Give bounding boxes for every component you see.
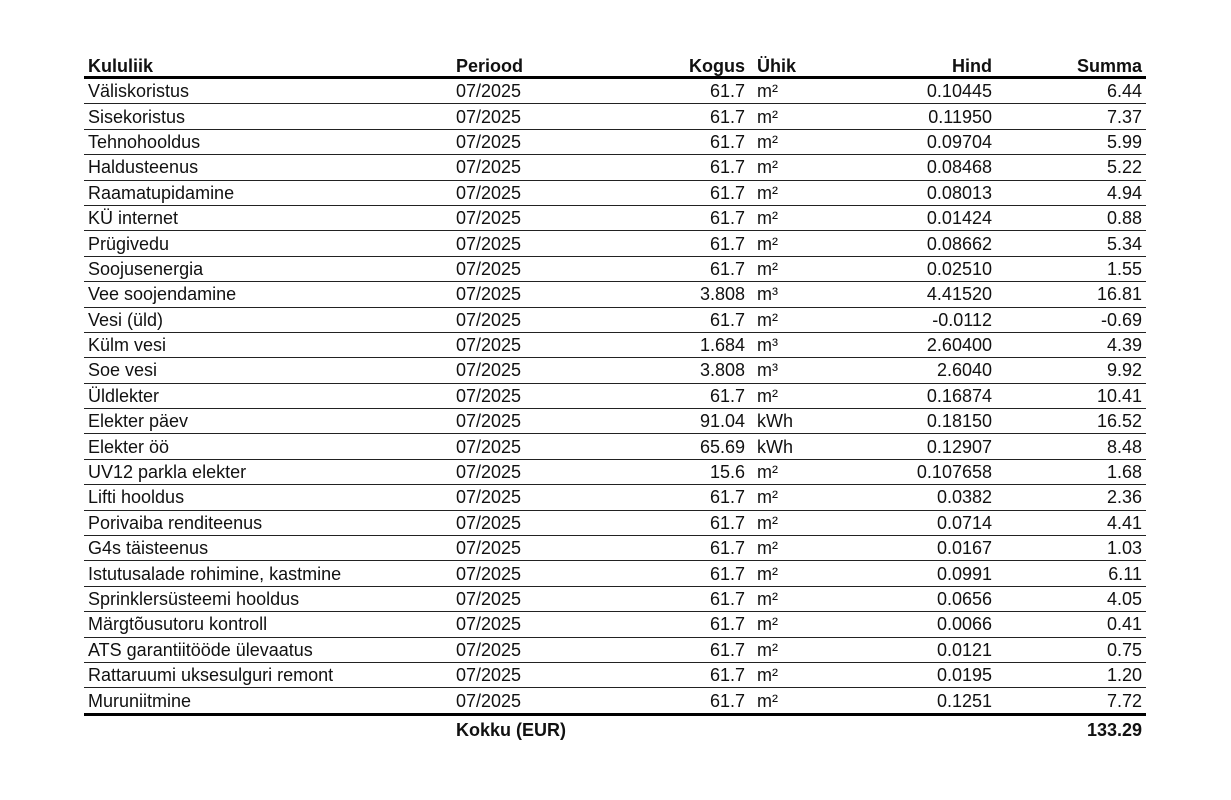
row-name: Tehnohooldus — [84, 129, 452, 154]
row-name: Lifti hooldus — [84, 485, 452, 510]
row-period: 07/2025 — [452, 104, 594, 129]
row-name: Sisekoristus — [84, 104, 452, 129]
row-period: 07/2025 — [452, 383, 594, 408]
row-name: Rattaruumi uksesulguri remont — [84, 662, 452, 687]
row-name: Külm vesi — [84, 332, 452, 357]
row-sum: -0.69 — [996, 307, 1146, 332]
row-quantity: 61.7 — [594, 155, 749, 180]
row-period: 07/2025 — [452, 586, 594, 611]
row-period: 07/2025 — [452, 536, 594, 561]
row-quantity: 61.7 — [594, 536, 749, 561]
row-price: 0.0066 — [835, 612, 996, 637]
row-quantity: 61.7 — [594, 231, 749, 256]
row-name: Vesi (üld) — [84, 307, 452, 332]
table-row — [84, 612, 1146, 637]
row-unit: kWh — [749, 409, 835, 434]
row-unit: m² — [749, 637, 835, 662]
row-sum: 5.22 — [996, 155, 1146, 180]
row-sum: 4.05 — [996, 586, 1146, 611]
table-row — [84, 586, 1146, 611]
row-sum: 4.94 — [996, 180, 1146, 205]
row-price: 0.09704 — [835, 129, 996, 154]
row-unit: m³ — [749, 358, 835, 383]
row-price: 0.0656 — [835, 586, 996, 611]
row-price: 0.12907 — [835, 434, 996, 459]
table-row — [84, 104, 1146, 129]
row-name: ATS garantiitööde ülevaatus — [84, 637, 452, 662]
row-sum: 0.88 — [996, 205, 1146, 230]
row-period: 07/2025 — [452, 332, 594, 357]
row-unit: m³ — [749, 332, 835, 357]
row-name: Muruniitmine — [84, 688, 452, 714]
row-sum: 16.81 — [996, 282, 1146, 307]
row-unit: m² — [749, 662, 835, 687]
row-sum: 1.03 — [996, 536, 1146, 561]
table-row — [84, 485, 1146, 510]
row-quantity: 61.7 — [594, 129, 749, 154]
row-unit: m² — [749, 205, 835, 230]
row-quantity: 65.69 — [594, 434, 749, 459]
row-price: 0.11950 — [835, 104, 996, 129]
row-period: 07/2025 — [452, 231, 594, 256]
cost-table — [84, 54, 1146, 744]
table-row — [84, 155, 1146, 180]
table-header-row — [84, 54, 1146, 78]
row-period: 07/2025 — [452, 282, 594, 307]
row-unit: m² — [749, 307, 835, 332]
row-quantity: 3.808 — [594, 358, 749, 383]
row-name: Soojusenergia — [84, 256, 452, 281]
row-period: 07/2025 — [452, 205, 594, 230]
row-price: 2.60400 — [835, 332, 996, 357]
row-unit: m² — [749, 459, 835, 484]
row-sum: 6.44 — [996, 78, 1146, 104]
row-period: 07/2025 — [452, 561, 594, 586]
row-sum: 7.72 — [996, 688, 1146, 714]
row-period: 07/2025 — [452, 409, 594, 434]
row-period: 07/2025 — [452, 662, 594, 687]
row-price: 0.18150 — [835, 409, 996, 434]
row-quantity: 61.7 — [594, 637, 749, 662]
table-row — [84, 129, 1146, 154]
row-quantity: 61.7 — [594, 662, 749, 687]
row-quantity: 61.7 — [594, 180, 749, 205]
row-price: 0.0121 — [835, 637, 996, 662]
row-unit: kWh — [749, 434, 835, 459]
row-quantity: 61.7 — [594, 205, 749, 230]
row-price: 4.41520 — [835, 282, 996, 307]
row-sum: 4.39 — [996, 332, 1146, 357]
row-name: Istutusalade rohimine, kastmine — [84, 561, 452, 586]
header-name: Kululiik — [84, 54, 452, 78]
row-sum: 0.75 — [996, 637, 1146, 662]
table-row — [84, 688, 1146, 714]
row-unit: m² — [749, 180, 835, 205]
row-sum: 4.41 — [996, 510, 1146, 535]
table-row — [84, 231, 1146, 256]
row-price: 0.01424 — [835, 205, 996, 230]
row-quantity: 61.7 — [594, 510, 749, 535]
row-period: 07/2025 — [452, 180, 594, 205]
row-quantity: 61.7 — [594, 78, 749, 104]
table-row — [84, 256, 1146, 281]
row-period: 07/2025 — [452, 129, 594, 154]
table-row — [84, 637, 1146, 662]
row-name: KÜ internet — [84, 205, 452, 230]
row-name: G4s täisteenus — [84, 536, 452, 561]
row-unit: m² — [749, 688, 835, 714]
row-price: 0.1251 — [835, 688, 996, 714]
row-period: 07/2025 — [452, 307, 594, 332]
row-name: Märgtõusutoru kontroll — [84, 612, 452, 637]
row-unit: m³ — [749, 282, 835, 307]
table-row — [84, 434, 1146, 459]
row-sum: 8.48 — [996, 434, 1146, 459]
header-quantity: Kogus — [594, 54, 749, 78]
header-price: Hind — [835, 54, 996, 78]
table-row — [84, 662, 1146, 687]
row-name: Vee soojendamine — [84, 282, 452, 307]
row-sum: 5.34 — [996, 231, 1146, 256]
header-unit: Ühik — [749, 54, 835, 78]
total-label: Kokku (EUR) — [456, 719, 567, 740]
row-period: 07/2025 — [452, 434, 594, 459]
row-unit: m² — [749, 129, 835, 154]
row-name: Prügivedu — [84, 231, 452, 256]
row-period: 07/2025 — [452, 155, 594, 180]
row-name: Porivaiba renditeenus — [84, 510, 452, 535]
row-name: Väliskoristus — [84, 78, 452, 104]
table-row — [84, 332, 1146, 357]
row-price: 0.08013 — [835, 180, 996, 205]
row-name: Soe vesi — [84, 358, 452, 383]
row-price: 0.08662 — [835, 231, 996, 256]
row-sum: 2.36 — [996, 485, 1146, 510]
table-row — [84, 459, 1146, 484]
row-quantity: 61.7 — [594, 561, 749, 586]
row-quantity: 61.7 — [594, 612, 749, 637]
row-sum: 1.68 — [996, 459, 1146, 484]
row-price: 0.10445 — [835, 78, 996, 104]
row-quantity: 15.6 — [594, 459, 749, 484]
row-sum: 6.11 — [996, 561, 1146, 586]
row-price: 0.0714 — [835, 510, 996, 535]
table-row — [84, 536, 1146, 561]
header-sum: Summa — [996, 54, 1146, 78]
table-row — [84, 561, 1146, 586]
row-sum: 9.92 — [996, 358, 1146, 383]
row-sum: 16.52 — [996, 409, 1146, 434]
row-period: 07/2025 — [452, 612, 594, 637]
table-body — [84, 78, 1146, 715]
table-row — [84, 282, 1146, 307]
table-row — [84, 78, 1146, 104]
row-sum: 5.99 — [996, 129, 1146, 154]
table-row — [84, 180, 1146, 205]
row-price: 2.6040 — [835, 358, 996, 383]
row-sum: 0.41 — [996, 612, 1146, 637]
row-price: 0.0991 — [835, 561, 996, 586]
row-quantity: 61.7 — [594, 307, 749, 332]
row-period: 07/2025 — [452, 688, 594, 714]
table-row — [84, 205, 1146, 230]
row-period: 07/2025 — [452, 510, 594, 535]
row-unit: m² — [749, 104, 835, 129]
row-name: Elekter öö — [84, 434, 452, 459]
row-name: Sprinklersüsteemi hooldus — [84, 586, 452, 611]
row-quantity: 61.7 — [594, 485, 749, 510]
row-period: 07/2025 — [452, 358, 594, 383]
row-period: 07/2025 — [452, 256, 594, 281]
row-price: -0.0112 — [835, 307, 996, 332]
row-period: 07/2025 — [452, 459, 594, 484]
row-quantity: 61.7 — [594, 688, 749, 714]
row-unit: m² — [749, 510, 835, 535]
row-quantity: 61.7 — [594, 383, 749, 408]
row-name: Elekter päev — [84, 409, 452, 434]
table-row — [84, 409, 1146, 434]
table-row — [84, 307, 1146, 332]
row-unit: m² — [749, 586, 835, 611]
row-price: 0.0382 — [835, 485, 996, 510]
row-quantity: 61.7 — [594, 104, 749, 129]
row-name: Haldusteenus — [84, 155, 452, 180]
table-row — [84, 510, 1146, 535]
row-period: 07/2025 — [452, 78, 594, 104]
row-name: UV12 parkla elekter — [84, 459, 452, 484]
row-price: 0.08468 — [835, 155, 996, 180]
total-spacer-2 — [835, 714, 996, 744]
table-row — [84, 358, 1146, 383]
header-period: Periood — [452, 54, 594, 78]
row-price: 0.0195 — [835, 662, 996, 687]
total-value: 133.29 — [1086, 719, 1142, 740]
row-name: Raamatupidamine — [84, 180, 452, 205]
row-quantity: 61.7 — [594, 256, 749, 281]
row-unit: m² — [749, 155, 835, 180]
row-unit: m² — [749, 256, 835, 281]
row-name: Üldlekter — [84, 383, 452, 408]
row-quantity: 61.7 — [594, 586, 749, 611]
row-quantity: 1.684 — [594, 332, 749, 357]
row-unit: m² — [749, 485, 835, 510]
table-row — [84, 383, 1146, 408]
row-unit: m² — [749, 561, 835, 586]
row-unit: m² — [749, 612, 835, 637]
total-row — [84, 714, 1146, 744]
row-unit: m² — [749, 536, 835, 561]
row-unit: m² — [749, 383, 835, 408]
row-price: 0.16874 — [835, 383, 996, 408]
row-unit: m² — [749, 78, 835, 104]
row-price: 0.02510 — [835, 256, 996, 281]
row-unit: m² — [749, 231, 835, 256]
row-period: 07/2025 — [452, 637, 594, 662]
row-sum: 1.20 — [996, 662, 1146, 687]
row-sum: 1.55 — [996, 256, 1146, 281]
row-quantity: 91.04 — [594, 409, 749, 434]
row-price: 0.107658 — [835, 459, 996, 484]
row-price: 0.0167 — [835, 536, 996, 561]
total-spacer — [84, 714, 452, 744]
row-sum: 10.41 — [996, 383, 1146, 408]
row-sum: 7.37 — [996, 104, 1146, 129]
row-period: 07/2025 — [452, 485, 594, 510]
row-quantity: 3.808 — [594, 282, 749, 307]
